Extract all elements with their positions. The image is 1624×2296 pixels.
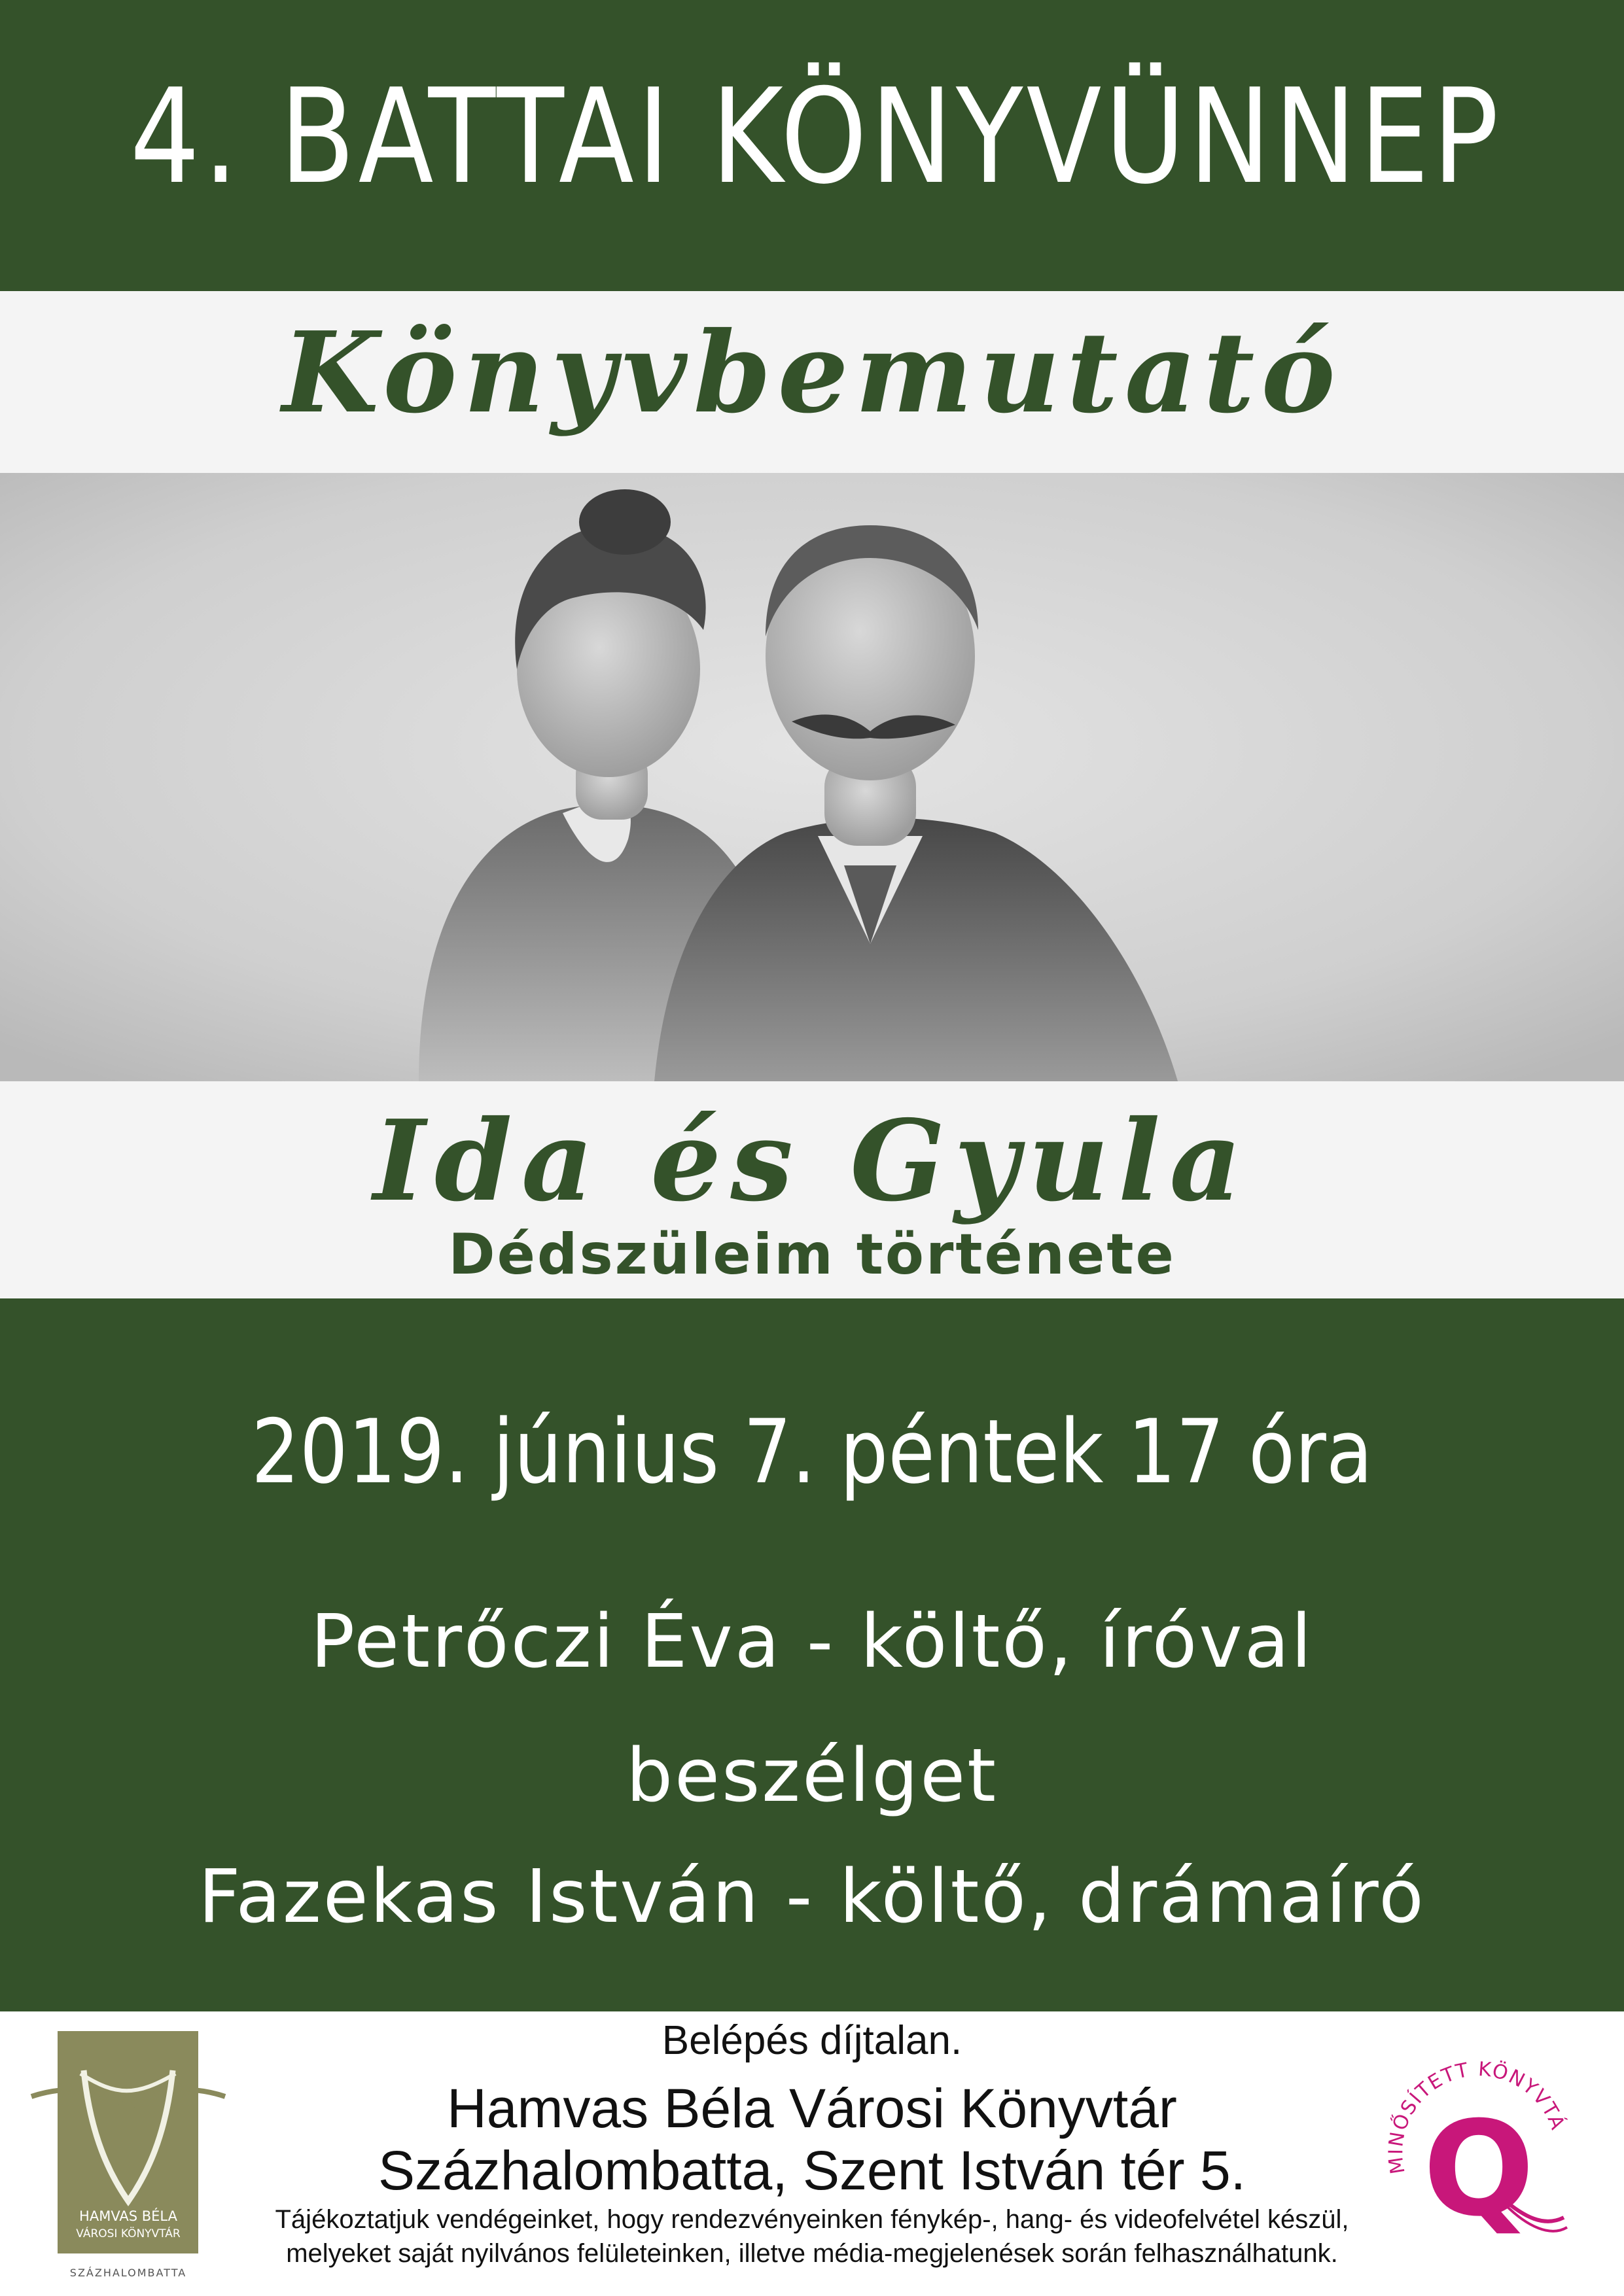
library-address: Százhalombatta, Szent István tér 5.	[378, 2140, 1246, 2201]
quality-library-logo	[1368, 2041, 1590, 2257]
portrait-illustration	[0, 473, 1624, 1081]
entry-info: Belépés díjtalan.	[662, 2018, 962, 2063]
book-subtitle: Dédszüleim története	[448, 1222, 1176, 1287]
couple-portrait-photo	[0, 473, 1624, 1081]
speaker-line-2: Fazekas István - költő, drámaíró	[198, 1854, 1426, 1939]
library-logo-line1: HAMVAS BÉLA	[79, 2208, 177, 2224]
speaker-line-1: Petrőczi Éva - költő, íróval	[310, 1599, 1314, 1684]
quality-q-letter: Q	[1422, 2093, 1535, 2246]
quality-logo-text: MINŐSÍTETT KÖNYVTÁ	[1384, 2057, 1570, 2176]
event-type-heading: Könyvbemutató	[282, 307, 1342, 438]
photo-notice-line-2: melyeket saját nyilvános felületeinken, illetve média-megjelenések során felhasználhatunk.	[286, 2239, 1338, 2268]
photo-notice-line-1: Tájékoztatjuk vendégeinket, hogy rendezvényeinken fénykép-, hang- és videofelvétel készül,	[275, 2205, 1349, 2234]
event-datetime: 2019. június 7. péntek 17 óra	[251, 1400, 1373, 1503]
book-title: Ida és Gyula	[373, 1096, 1251, 1226]
library-logo-line3: SZÁZHALOMBATTA	[69, 2267, 187, 2279]
library-logo-line2: VÁROSI KÖNYVTÁR	[76, 2227, 181, 2240]
page-title: 4. BATTAI KÖNYVÜNNEP	[130, 61, 1502, 213]
speaker-connector: beszélget	[626, 1733, 998, 1818]
library-name: Hamvas Béla Városi Könyvtár	[447, 2078, 1177, 2139]
